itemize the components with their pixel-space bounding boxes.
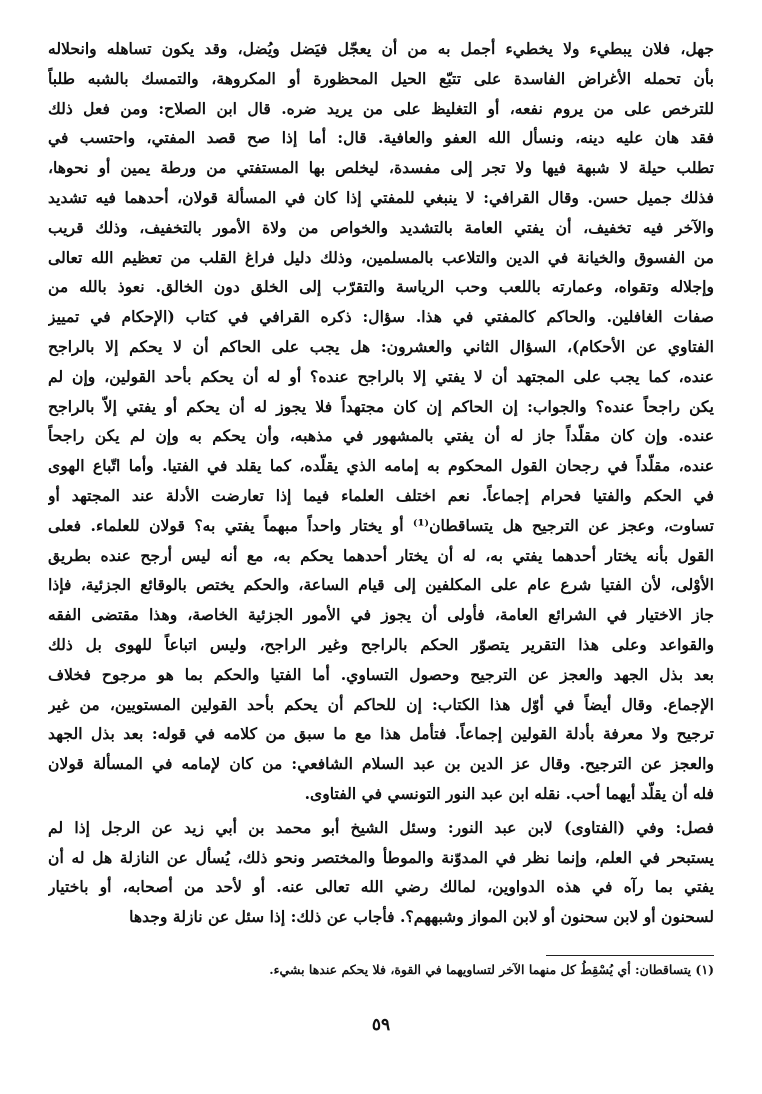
text-line: جهل، فلان يبطيء ولا يخطيء أجمل به من أن يعجّل فيَضل ويُضل، وقد يكون تساهله وانحلاله	[48, 39, 714, 58]
text-line: من الفسوق والخيانة في الدين والتلاعب بالمسلمين، وذلك دليل فراغ القلب من تعظيم الله تعالى	[48, 247, 714, 267]
text-line: فقد هان عليه دينه، ونسأل الله العفو والعافية. قال: أما إذا صح قصد المفتي، واحتسب في	[48, 128, 714, 148]
text-line: والقواعد وعلى هذا التقرير يتصوّر الحكم بالراجح وغير الراجح، وليس اتباعاً للهوى بل ذلك	[48, 634, 714, 654]
text-line: فذلك جميل حسن. وقال القرافي: لا ينبغي للمفتي إذا كان في المسألة قولان، أحدهما فيه تشديد	[48, 187, 714, 207]
text-line: الأوْلى، لأن الفتيا شرع عام على المكلفين إلى قيام الساعة، والحكم يختص بالوقائع الجزئية، فإذا	[48, 575, 714, 595]
text-line: القول بأنه يختار أحدهما يفتي به، له أن يختار أحدهما يحكم به، مع أنه ليس أرجح عنده بطريق	[48, 545, 714, 565]
text-line: جاز الاختيار في الشرائع العامة، فأولى أن يجوز في الأمور الجزئية الخاصة، وهذا مقتضى الفقه	[48, 605, 714, 625]
page-number: ٥٩	[371, 1015, 391, 1035]
text-line: للترخص على من يروم نفعه، أو التغليظ على من يريد ضره. قال ابن الصلاح: ومن فعل ذلك	[48, 98, 714, 118]
footnote-separator	[546, 955, 714, 956]
text-line: صفات الغافلين. والحاكم كالمفتي في هذا. سؤال: ذكره القرافي في كتاب (الإحكام في تمييز	[48, 307, 714, 327]
text-line: يستبحر في العلم، وإنما نظر في المدوّنة والموطأ والمختصر ونحو ذلك، يُسأل عن النازلة هل له أن	[48, 847, 714, 867]
text-line: لسحنون أو لابن سحنون أو لابن المواز وشبههم؟. فأجاب عن ذلك: إذا سئل عن نازلة وجدها	[129, 907, 714, 927]
text-line: يكن راجحاً عنده؟ والجواب: إن الحاكم إن كان مجتهداً فلا يجوز له أن يحكم أو يفتي إلاّ بالراجح	[48, 396, 714, 416]
text-line: فله أن يقلّد أيهما أحب. نقله ابن عبد النور التونسي في الفتاوى.	[304, 783, 714, 803]
text-line: ترجيح ولا معرفة بأدلة القولين إجماعاً. فتأمل هذا مع ما سبق من كلامه في قوله: بعد بذل الجهد	[48, 724, 714, 744]
text-line: فصل: وفي (الفتاوى) لابن عبد النور: وسئل الشيخ أبو محمد بن أبي زيد عن الرجل إذا لم	[48, 817, 714, 837]
text-line: تساوت، وعجز عن الترجيح هل يتساقطان⁽¹⁾ أو يختار واحداً مبهماً يفتي به؟ قولان للعلماء. فعلى	[48, 515, 714, 535]
text-line: عنده، كما يجب على المجتهد أن لا يفتي إلا بالراجح عنده؟ أو له أن يحكم بأحد القولين، وإن لم	[48, 366, 714, 386]
text-line: الفتاوي عن الأحكام)، السؤال الثاني والعشرون: هل يجب على الحاكم أن لا يحكم إلا بالراجح	[48, 336, 714, 356]
text-line: في الحكم والفتيا فحرام إجماعاً. نعم اختلف العلماء فيما إذا تعارضت الأدلة عند المجتهد أو	[48, 485, 714, 505]
body-paragraph-2	[48, 813, 714, 932]
footnote: (١) يتساقطان: أي يُسْقِطُ كل منهما الآخر لتساويهما في القوة، فلا يحكم عندها بشيء.	[269, 962, 714, 977]
text-line: بأن تحمله الأغراض الفاسدة على تتبّع الحيل المحظورة أو المكروهة، والتمسك بالشبه طلباً	[48, 68, 714, 88]
text-line: والعجز عن الترجيح. وقال عز الدين بن عبد السلام الشافعي: من كان لإمامه في المسألة قولان	[48, 754, 714, 774]
text-line: والآخر فيه تخفيف، أن يفتي العامة بالتشديد والخواص من ولاة الأمور بالتخفيف، وذلك قريب	[48, 217, 714, 237]
text-line: عنده، مقلّداً في رجحان القول المحكوم به إمامه الذي يقلّده، كما يقلد في الفتيا. وأما اتّباع الهوى	[48, 456, 714, 476]
text-line: وإجلاله وتقواه، وعمارته باللعب وحب الرياسة والتقرّب إلى الخلق دون الخالق. نعوذ بالله من	[48, 277, 714, 297]
text-line: يفتي بما رآه في هذه الدواوين، لمالك رضي الله تعالى عنه. أو لأحد من أصحابه، أو باختيار	[48, 877, 714, 897]
text-line: بعد بذل الجهد والعجز عن الترجيح وحصول التساوي. أما الفتيا والحكم بما هو مرجوح فخلاف	[48, 664, 714, 684]
text-line: الإجماع. وقال أيضاً في أوّل هذا الكتاب: إن للحاكم أن يحكم بأحد القولين المستويين، من غير	[48, 694, 714, 714]
text-line: عنده. وإن كان مقلّداً جاز له أن يفتي بالمشهور في مذهبه، وأن يحكم به وإن لم يكن راجحاً	[48, 426, 714, 446]
body-paragraph-1	[48, 34, 714, 809]
text-line: تطلب حيلة لا شبهة فيها ولا تجر إلى مفسدة، ليخلص بها المستفتي من ورطة يمين أو نحوها،	[48, 158, 714, 178]
